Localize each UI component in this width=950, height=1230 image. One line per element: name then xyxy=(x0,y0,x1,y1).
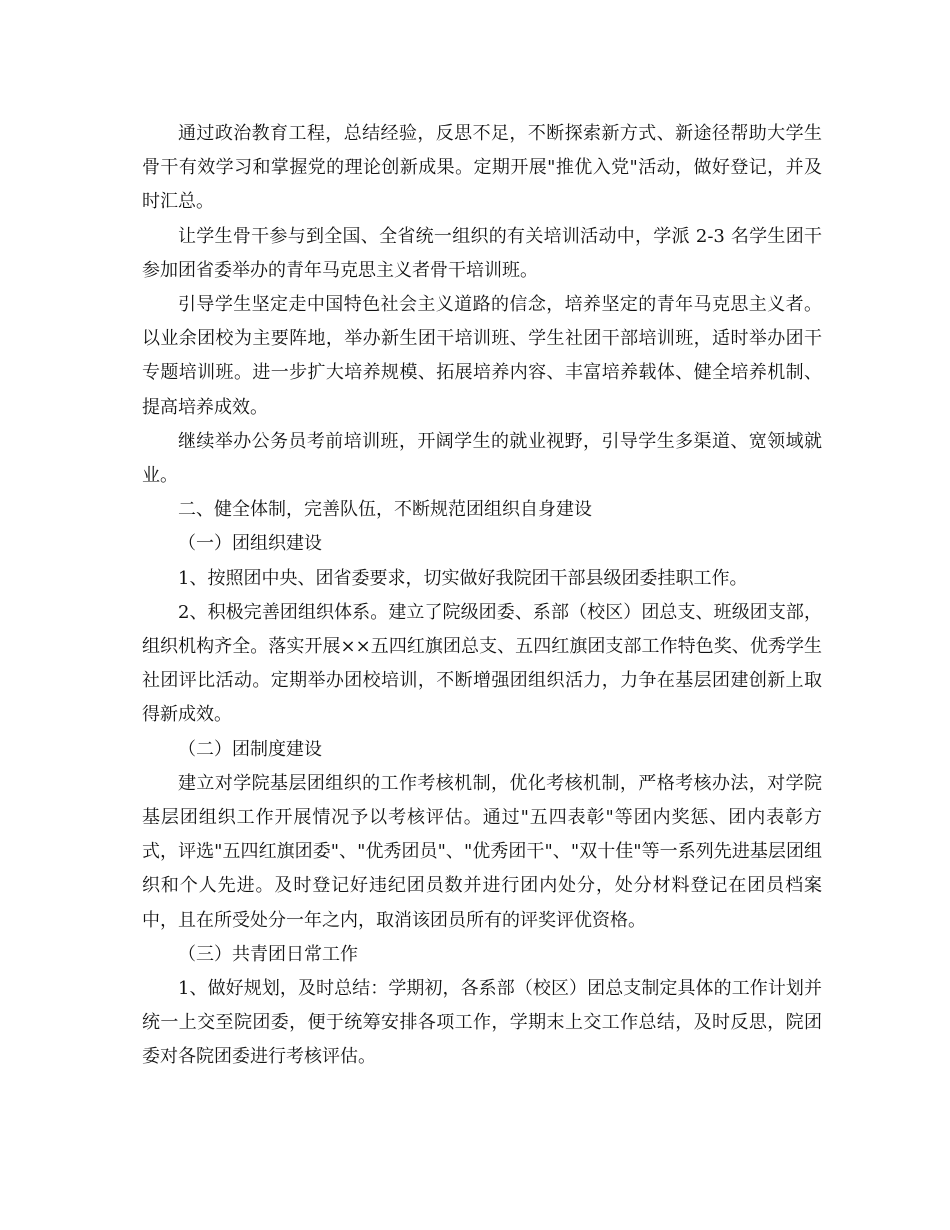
paragraph-guide-students: 引导学生坚定走中国特色社会主义道路的信念，培养坚定的青年马克思主义者。以业余团校为主要阵地，举办新生团干培训班、学生社团干部培训班，适时举办团干专题培训班。进一步扩大培养规模、拓展培养内容、丰富培养载体、健全培养机制、提高培养成效。 xyxy=(142,294,822,418)
document-body xyxy=(142,117,822,1075)
section-heading-2: 二、健全体制，完善队伍，不断规范团组织自身建设 xyxy=(178,499,592,521)
subsection-heading-rules: （二）团制度建设 xyxy=(178,738,322,760)
paragraph-training-activities: 让学生骨干参与到全国、全省统一组织的有关培训活动中，学派 2-3 名学生团干参加团省委举办的青年马克思主义者骨干培训班。 xyxy=(142,225,822,281)
paragraph-planning-summary: 1、做好规划，及时总结：学期初，各系部（校区）团总支制定具体的工作计划并统一上交至院团委，便于统筹安排各项工作，学期末上交工作总结，及时反思，院团委对各院团委进行考核评估。 xyxy=(142,978,822,1068)
paragraph-item-1-cadre: 1、按照团中央、团省委要求，切实做好我院团干部县级团委挂职工作。 xyxy=(178,567,748,589)
subsection-heading-organization: （一）团组织建设 xyxy=(178,533,322,555)
paragraph-political-education: 通过政治教育工程，总结经验，反思不足，不断探索新方式、新途径帮助大学生骨干有效学习和掌握党的理论创新成果。定期开展"推优入党"活动，做好登记，并及时汇总。 xyxy=(142,123,822,213)
paragraph-assessment-mechanism: 建立对学院基层团组织的工作考核机制，优化考核机制，严格考核办法，对学院基层团组织工作开展情况予以考核评估。通过"五四表彰"等团内奖惩、团内表彰方式，评选"五四红旗团委"、"优秀团员"、"优秀团干"、"双十佳"等一系列先进基层团组织和个人先进。及时登记好违纪团员数并进行团内处分，处分材料登记在团员档案中，且在所受处分一年之内，取消该团员所有的评奖评优资格。 xyxy=(142,772,822,931)
paragraph-item-2-system: 2、积极完善团组织体系。建立了院级团委、系部（校区）团总支、班级团支部，组织机构齐全。落实开展××五四红旗团总支、五四红旗团支部工作特色奖、优秀学生社团评比活动。定期举办团校培训，不断增强团组织活力，力争在基层团建创新上取得新成效。 xyxy=(142,601,822,726)
subsection-heading-daily-work: （三）共青团日常工作 xyxy=(178,943,358,965)
paragraph-civil-service-training: 继续举办公务员考前培训班，开阔学生的就业视野，引导学生多渠道、宽领域就业。 xyxy=(142,430,822,487)
